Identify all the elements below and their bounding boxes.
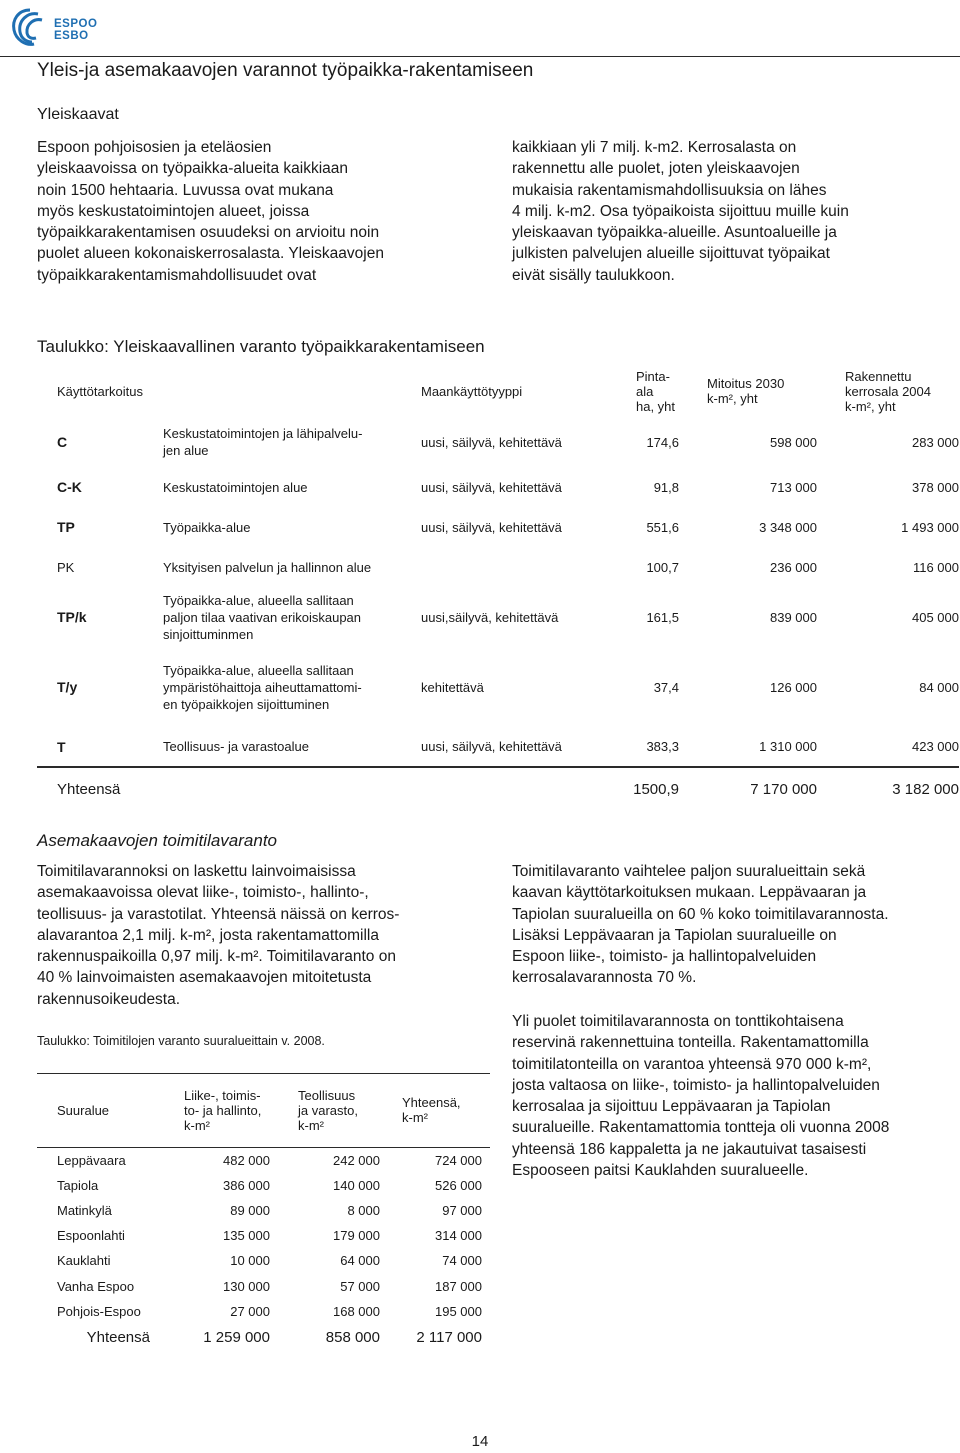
espoo-logo-icon	[8, 6, 52, 50]
row-built: 405 000	[912, 609, 959, 625]
row-region: Espoonlahti	[57, 1228, 125, 1244]
row-total: 724 000	[435, 1153, 482, 1169]
header-pinta-ala	[606, 365, 679, 417]
row-description-line: en työpaikkojen sijoittuminen	[163, 696, 330, 712]
row-industry: 140 000	[333, 1178, 380, 1194]
page-title: Yleis-ja asemakaavojen varannot työpaikka-rakentamiseen	[37, 60, 534, 81]
row-description-line: Teollisuus- ja varastoalue	[163, 739, 309, 754]
table1-header-row	[37, 365, 959, 417]
text-line: asemakaavoissa olevat liike-, toimisto-, hallinto-,	[37, 884, 369, 902]
row-built: 423 000	[912, 739, 959, 754]
row-area: 91,8	[653, 479, 679, 495]
row-business: 130 000	[223, 1278, 270, 1294]
text-line: Tapiolan suuralueilla on 60 % koko toimitilavarannosta.	[512, 905, 889, 923]
header-rakennettu-line3: k-m², yht	[845, 398, 896, 414]
header-suuralue: Suuralue	[37, 1073, 162, 1148]
text-line: 40 % lainvoimaisten asemakaavojen mitoitetusta	[37, 969, 372, 987]
header-teollisuus-line3: k-m²	[298, 1117, 324, 1133]
text-line: yleiskaavoissa on työpaikka-alueita kaikkiaan	[37, 160, 349, 178]
row-total: 526 000	[435, 1178, 482, 1194]
logo-text-line2: ESBO	[54, 30, 89, 42]
row-industry: 179 000	[333, 1228, 380, 1244]
row-plan: 839 000	[770, 609, 817, 625]
section1-paragraph-left	[37, 137, 457, 286]
row-code: C	[57, 434, 68, 450]
row-description	[163, 467, 421, 507]
header-liike-line3: k-m²	[184, 1117, 210, 1133]
text-line: myös keskustatoimintojen alueet, joissa	[37, 202, 310, 220]
header-mitoitus	[679, 365, 817, 417]
row-code: TP	[57, 519, 75, 535]
row-built: 283 000	[912, 434, 959, 450]
total-plan: 7 170 000	[679, 767, 817, 810]
header-teollisuus	[270, 1073, 380, 1148]
t2-total-total: 2 117 000	[416, 1328, 482, 1346]
row-total: 187 000	[435, 1278, 482, 1294]
row-description	[163, 727, 421, 767]
row-description	[163, 647, 421, 727]
row-description	[163, 417, 421, 467]
row-business: 482 000	[223, 1153, 270, 1169]
header-kayttotarkoitus: Käyttötarkoitus	[57, 383, 143, 399]
page-number: 14	[471, 1433, 489, 1450]
row-landuse-type: uusi, säilyvä, kehitettävä	[421, 479, 562, 495]
text-line: reservinä rakennettuina tonteilla. Rakentamattomilla	[512, 1034, 869, 1052]
row-description	[163, 507, 421, 547]
header-mitoitus-line1: Mitoitus 2030	[707, 376, 785, 391]
text-line: alavarantoa 2,1 milj. k-m², josta rakentamattomilla	[37, 926, 379, 944]
header-maankayttotyyppi: Maankäyttötyyppi	[421, 383, 523, 399]
row-region: Tapiola	[57, 1178, 99, 1194]
row-plan: 126 000	[770, 679, 817, 695]
text-line: Espoon liike-, toimisto- ja hallintopalveluiden	[512, 948, 817, 966]
row-description	[163, 587, 421, 647]
row-built: 84 000	[919, 679, 959, 695]
row-total: 97 000	[442, 1203, 482, 1219]
header-divider	[0, 56, 960, 57]
row-description-line: Työpaikka-alue, alueella sallitaan	[163, 592, 354, 608]
text-line: Toimitilavarannoksi on laskettu lainvoimaisissa	[37, 863, 356, 880]
text-line: yleiskaavan työpaikka-alueille. Asuntoalueille ja	[512, 224, 837, 242]
table-row	[37, 507, 959, 547]
row-industry: 168 000	[333, 1303, 380, 1319]
header-rakennettu	[817, 365, 959, 417]
row-built: 116 000	[912, 559, 959, 575]
row-industry: 8 000	[347, 1203, 380, 1219]
table-row	[37, 1148, 490, 1174]
row-plan: 3 348 000	[759, 519, 817, 535]
row-description-line: Yksityisen palvelun ja hallinnon alue	[163, 559, 372, 575]
text-line: kerrosalavarannosta 70 %.	[512, 969, 697, 987]
row-plan: 598 000	[770, 434, 817, 450]
text-line: eivät sisälly taulukkoon.	[512, 266, 675, 284]
row-business: 386 000	[223, 1178, 270, 1194]
row-description-line: jen alue	[163, 443, 209, 458]
row-area: 174,6	[646, 434, 679, 450]
table-row	[37, 417, 959, 467]
text-line: suuralueille. Rakentamattomia tontteja oli vuonna 2008	[512, 1119, 890, 1137]
table-yleiskaava-varanto	[37, 365, 959, 810]
text-line: Lisäksi Leppävaaran ja Tapiolan suuralueille on	[512, 926, 837, 944]
row-landuse-type: kehitettävä	[421, 679, 484, 695]
table2-caption: Taulukko: Toimitilojen varanto suuralueittain v. 2008.	[37, 1034, 325, 1048]
row-code: T/y	[57, 679, 78, 695]
table-row	[37, 1248, 490, 1273]
row-landuse-type: uusi,säilyvä, kehitettävä	[421, 609, 559, 625]
header-pinta-ala-line1: Pinta-ala	[636, 368, 670, 399]
text-line: yhteensä 186 kappaletta ja ne jakautuivat tasaisesti	[512, 1140, 867, 1158]
table-row	[37, 467, 959, 507]
text-line: Toimitilavaranto vaihtelee paljon suuralueittain sekä	[512, 863, 866, 880]
table-row	[37, 727, 959, 767]
text-line: teollisuus- ja varastotilat. Yhteensä näissä on kerros-	[37, 905, 400, 923]
text-line: kaikkiaan yli 7 milj. k-m2. Kerrosalasta on	[512, 139, 797, 156]
row-region: Matinkylä	[57, 1203, 112, 1219]
row-code: T	[57, 738, 66, 755]
table1-caption: Taulukko: Yleiskaavallinen varanto työpaikkarakentamiseen	[37, 337, 485, 356]
section2-paragraph-right-1	[512, 861, 957, 989]
row-total: 314 000	[435, 1228, 482, 1244]
row-landuse-type: uusi, säilyvä, kehitettävä	[421, 519, 562, 535]
row-description-line: ympäristöhaittoja aiheuttamattomi-	[163, 679, 362, 695]
header-yhteensa-line1: Yhteensä,	[402, 1095, 461, 1110]
row-description-line: Työpaikka-alue, alueella sallitaan	[163, 662, 354, 678]
row-area: 383,3	[646, 739, 679, 754]
row-region: Vanha Espoo	[57, 1278, 135, 1294]
t2-total-label: Yhteensä	[86, 1328, 150, 1346]
table-row	[37, 547, 959, 587]
row-description-line: Keskustatoimintojen alue	[163, 479, 308, 495]
row-industry: 64 000	[340, 1253, 380, 1269]
row-area: 37,4	[653, 679, 679, 695]
text-line: Yli puolet toimitilavarannosta on tonttikohtaisena	[512, 1013, 844, 1030]
header-teollisuus-line2: ja varasto,	[298, 1102, 358, 1118]
logo-text-line1: ESPOO	[54, 18, 98, 30]
text-line: kerrosalaa ja sijoittuu Leppävaaran ja Tapiolan	[512, 1098, 831, 1116]
text-line: mukaisia rakentamismahdollisuuksia on lähes	[512, 181, 827, 199]
table-row	[37, 1198, 490, 1223]
table-row	[37, 1273, 490, 1298]
row-area: 551,6	[646, 519, 679, 535]
row-landuse-type: uusi, säilyvä, kehitettävä	[421, 434, 562, 450]
section-heading-yleiskaavat: Yleiskaavat	[37, 106, 119, 123]
row-total: 195 000	[435, 1303, 482, 1319]
total-area: 1500,9	[606, 767, 679, 810]
row-industry: 242 000	[333, 1153, 380, 1169]
text-line: rakennuspaikoilla 0,97 milj. k-m². Toimitilavaranto on	[37, 948, 396, 966]
t2-total-business: 1 259 000	[203, 1328, 270, 1346]
row-business: 27 000	[230, 1303, 270, 1319]
text-line: noin 1500 hehtaaria. Luvussa ovat mukana	[37, 181, 334, 199]
row-description-line: Työpaikka-alue	[163, 519, 251, 535]
header-liike-line2: to- ja hallinto,	[184, 1102, 262, 1118]
text-line: julkisten palvelujen alueille sijoittuvat työpaikat	[512, 245, 830, 263]
table2-total-row	[37, 1324, 490, 1351]
text-line: työpaikkarakentamismahdollisuudet ovat	[37, 266, 317, 284]
section2-paragraph-left	[37, 861, 467, 1010]
header-rakennettu-line2: kerrosala 2004	[845, 383, 931, 399]
total-label: Yhteensä	[37, 767, 606, 810]
row-code: C-K	[57, 479, 82, 495]
row-code: TP/k	[57, 609, 87, 625]
row-code: PK	[57, 559, 75, 575]
section1-paragraph-right	[512, 137, 922, 286]
section-heading-asemakaavat: Asemakaavojen toimitilavaranto	[37, 831, 278, 850]
row-description-line: Keskustatoimintojen ja lähipalvelu-	[163, 426, 363, 441]
row-industry: 57 000	[340, 1278, 380, 1294]
row-region: Pohjois-Espoo	[57, 1303, 141, 1319]
table1-total-row	[37, 767, 959, 810]
header-yhteensa-line2: k-m²	[402, 1110, 428, 1125]
total-built: 3 182 000	[817, 767, 959, 810]
row-area: 100,7	[646, 559, 679, 575]
header-rakennettu-line1: Rakennettu	[845, 368, 912, 384]
row-built: 378 000	[912, 479, 959, 495]
row-description	[163, 547, 421, 587]
text-line: puolet alueen kokonaiskerrosalasta. Yleiskaavojen	[37, 245, 384, 263]
row-total: 74 000	[442, 1253, 482, 1269]
row-description-line: sinjoittuminmen	[163, 626, 254, 642]
table-row	[37, 1223, 490, 1248]
row-business: 135 000	[223, 1228, 270, 1244]
table-row	[37, 1299, 490, 1324]
header-liike-line1: Liike-, toimis-	[184, 1087, 261, 1103]
section2-paragraph-right-2	[512, 1011, 957, 1181]
row-region: Kauklahti	[57, 1253, 111, 1269]
row-built: 1 493 000	[901, 519, 959, 535]
header-liike	[162, 1073, 270, 1148]
row-area: 161,5	[646, 609, 679, 625]
row-business: 10 000	[230, 1253, 270, 1269]
table-row	[37, 587, 959, 647]
header-teollisuus-line1: Teollisuus	[298, 1087, 356, 1103]
table-toimitilavaranto	[37, 1073, 490, 1351]
row-plan: 1 310 000	[759, 739, 817, 754]
text-line: Espooseen paitsi Kauklahden suuralueelle.	[512, 1162, 809, 1180]
header-mitoitus-line2: k-m², yht	[707, 391, 758, 406]
row-description-line: paljon tilaa vaativan erikoiskaupan	[163, 609, 362, 625]
text-line: rakennusoikeudesta.	[37, 990, 181, 1008]
text-line: josta valtaosa on liike-, toimisto- ja hallintopalveluiden	[512, 1076, 880, 1094]
row-business: 89 000	[230, 1203, 270, 1219]
text-line: Espoon pohjoisosien ja eteläosien	[37, 139, 272, 156]
row-landuse-type	[421, 547, 606, 587]
text-line: toimitilatonteilla on varantoa yhteensä 970 000 k-m²,	[512, 1055, 872, 1073]
espoo-logo	[8, 6, 98, 50]
row-plan: 236 000	[770, 559, 817, 575]
header-yhteensa	[380, 1073, 490, 1148]
text-line: kaavan käyttötarkoituksen mukaan. Leppävaaran ja	[512, 884, 867, 902]
text-line: rakennettu alle puolet, joten yleiskaavojen	[512, 160, 800, 178]
table-row	[37, 647, 959, 727]
text-line: 4 milj. k-m2. Osa työpaikoista sijoittuu muille kuin	[512, 202, 849, 220]
row-plan: 713 000	[770, 479, 817, 495]
text-line: työpaikkarakentamisen osuudeksi on arvioitu noin	[37, 224, 380, 242]
t2-total-industry: 858 000	[325, 1328, 380, 1346]
row-region: Leppävaara	[57, 1153, 126, 1169]
table2-header-row	[37, 1073, 490, 1148]
table-row	[37, 1173, 490, 1198]
row-landuse-type: uusi, säilyvä, kehitettävä	[421, 739, 562, 754]
header-pinta-ala-line2: ha, yht	[636, 398, 676, 414]
